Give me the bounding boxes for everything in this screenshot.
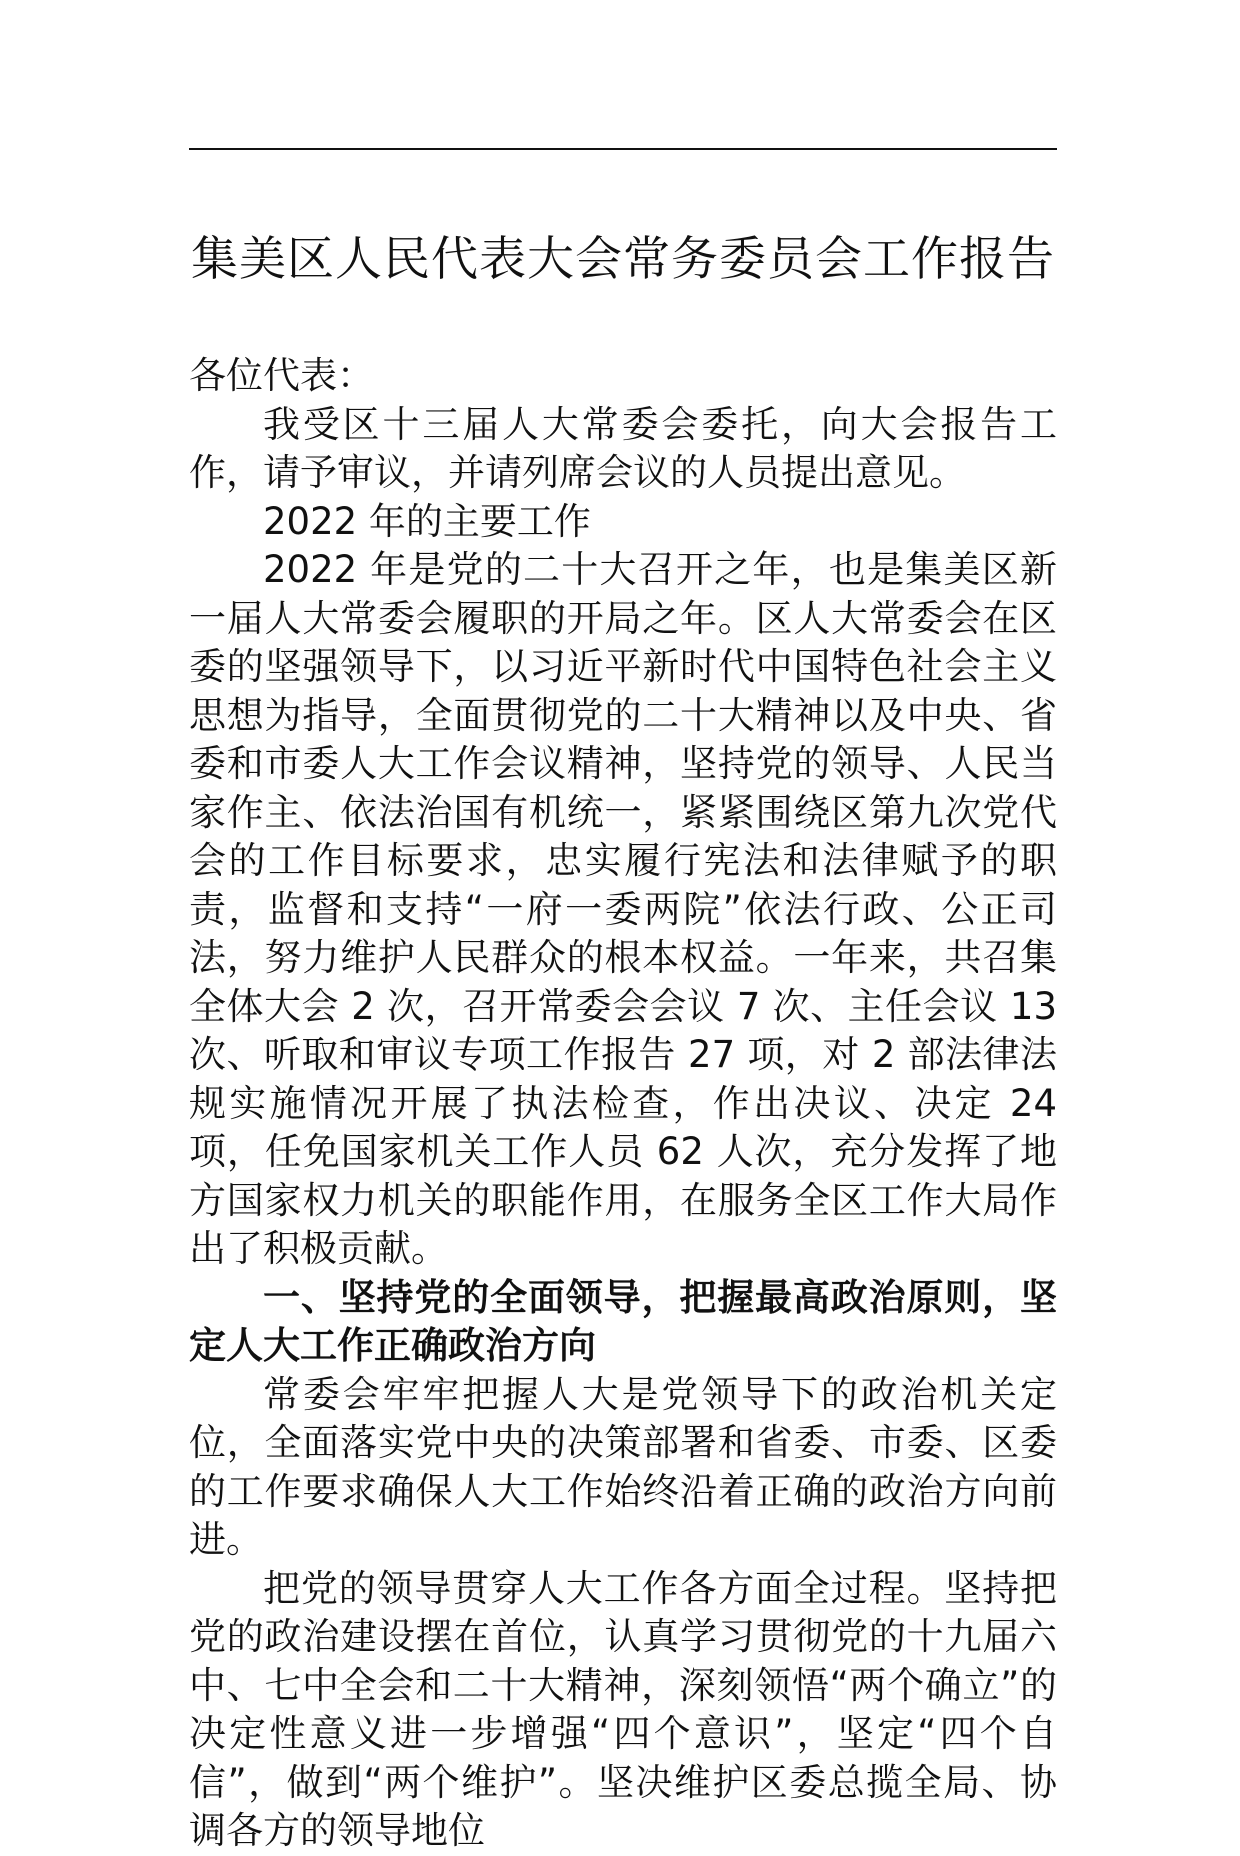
paragraph-intro: 我受区十三届人大常委会委托，向大会报告工作，请予审议，并请列席会议的人员提出意见。 <box>189 402 1057 494</box>
paragraph-political-position: 常委会牢牢把握人大是党领导下的政治机关定位，全面落实党中央的决策部署和省委、市委、区委的工作要求确保人大工作始终沿着正确的政治方向前进。 <box>189 1372 1057 1561</box>
paragraph-overview: 2022 年是党的二十大召开之年，也是集美区新一届人大常委会履职的开局之年。区人大常委会在区委的坚强领导下，以习近平新时代中国特色社会主义思想为指导，全面贯彻党的二十大精神以及中央、省委和市委人大工作会议精神，坚持党的领导、人民当家作主、依法治国有机统一，紧紧围绕区第九次党代会的工作目标要求，忠实履行宪法和法律赋予的职责，监督和支持“一府一委两院”依法行政、公正司法，努力维护人民群众的根本权益。一年来，共召集全体大会 2 次，召开常委会会议 7 次、主任会议 13 次、听取和审议专项工作报告 27 项，对 2 部法律法规实施情况开展了执法检查，作出决议、决定 24 项，任免国家机关工作人员 62 人次，充分发挥了地方国家权力机关的职能作用，在服务全区工作大局作出了积极贡献。 <box>189 548 1057 1270</box>
salutation: 各位代表： <box>189 354 374 397</box>
header-rule <box>189 148 1057 150</box>
section-heading-one: 一、坚持党的全面领导，把握最高政治原则，坚定人大工作正确政治方向 <box>189 1275 1057 1367</box>
section-heading-2022: 2022 年的主要工作 <box>263 499 591 543</box>
document-title: 集美区人民代表大会常务委员会工作报告 <box>191 232 1055 287</box>
paragraph-party-leadership: 把党的领导贯穿人大工作各方面全过程。坚持把党的政治建设摆在首位，认真学习贯彻党的十九届六中、七中全会和二十大精神，深刻领悟“两个确立”的决定性意义进一步增强“四个意识”，坚定“四个自信”，做到“两个维护”。坚决维护区委总揽全局、协调各方的领导地位 <box>189 1566 1057 1852</box>
document-body <box>189 352 1057 1856</box>
